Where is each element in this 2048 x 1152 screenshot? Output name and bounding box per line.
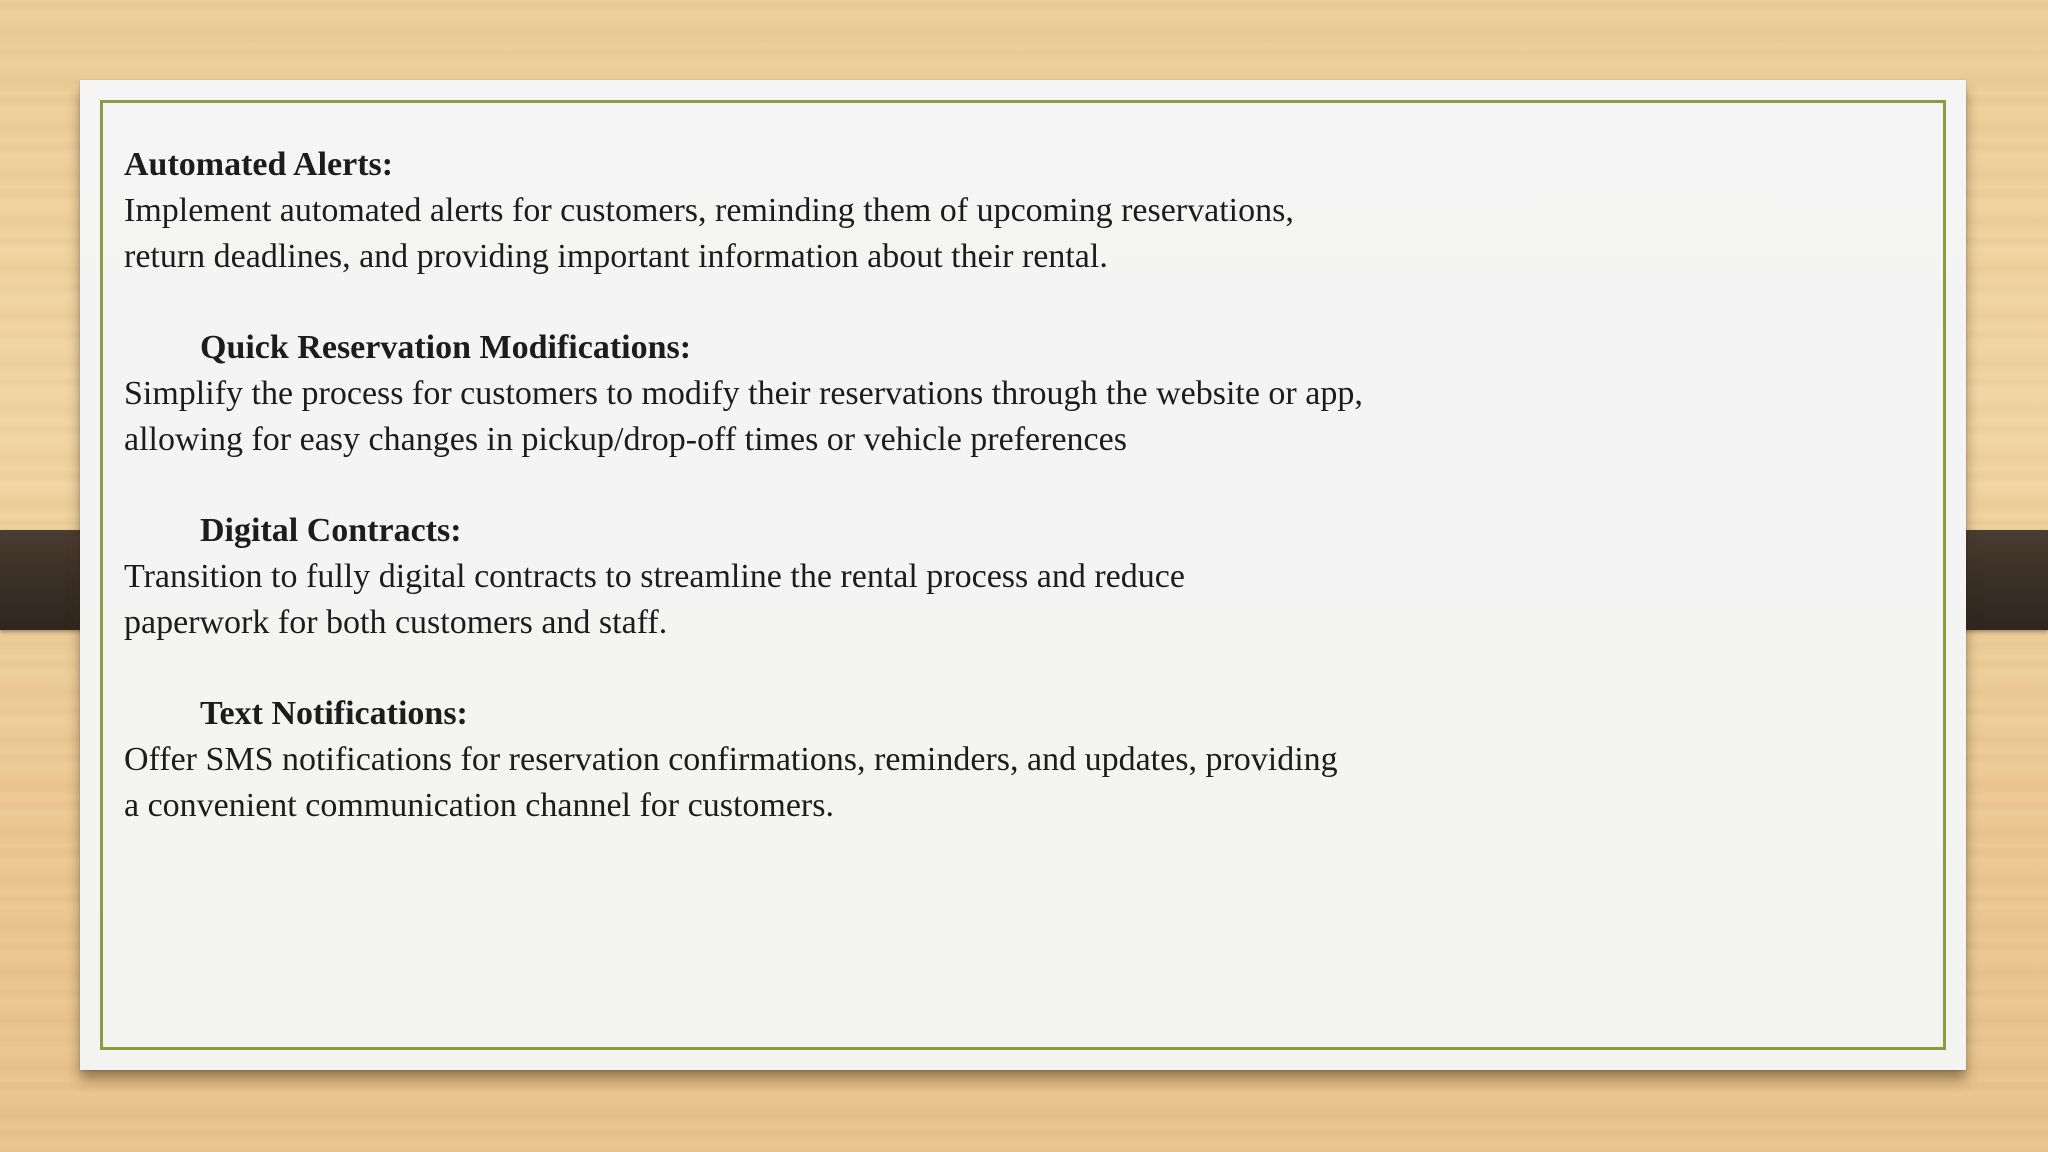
- section-body-text-notifications: Offer SMS notifications for reservation confirmations, reminders, and updates, providing a convenient communication channel for customers.: [124, 741, 1338, 824]
- section-body-automated-alerts: Implement automated alerts for customers, reminding them of upcoming reservations, return deadlines, and providing important information about their rental.: [124, 192, 1294, 275]
- slide-card: [80, 80, 1966, 1070]
- section-heading-digital-contracts: Digital Contracts:: [200, 512, 462, 549]
- spacer: [124, 646, 1544, 691]
- section-body-digital-contracts: Transition to fully digital contracts to streamline the rental process and reduce paperwork for both customers and staff.: [124, 558, 1185, 641]
- spacer: [124, 280, 1544, 325]
- section-heading-quick-reservation-modifications: Quick Reservation Modifications:: [200, 329, 692, 366]
- section-heading-text-notifications: Text Notifications:: [200, 695, 468, 732]
- spacer: [124, 463, 1544, 508]
- slide-content: [124, 142, 1544, 829]
- section-body-quick-reservation-modifications: Simplify the process for customers to modify their reservations through the website or app, allowing for easy changes in pickup/drop-off times or vehicle preferences: [124, 375, 1363, 458]
- section-heading-automated-alerts: Automated Alerts:: [124, 146, 394, 183]
